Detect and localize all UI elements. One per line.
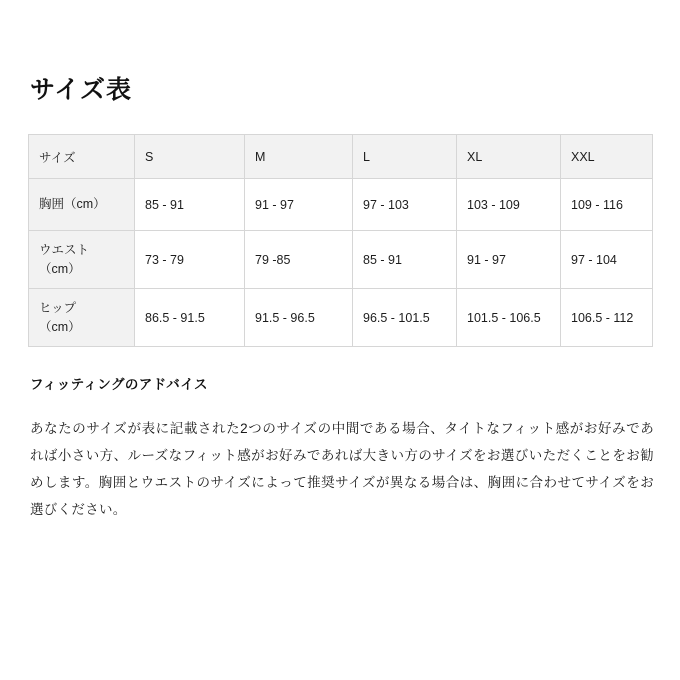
cell-hip-xxl: 106.5 - 112 [561, 289, 653, 347]
row-header-chest [29, 179, 135, 231]
fitting-advice-title: フィッティングのアドバイス [30, 377, 208, 392]
table-row [29, 231, 653, 289]
column-header-m: M [245, 135, 353, 179]
row-header-chest-line1: 胸囲（cm） [39, 197, 106, 212]
column-header-xl: XL [457, 135, 561, 179]
cell-waist-s: 73 - 79 [135, 231, 245, 289]
table-header [29, 135, 653, 179]
cell-hip-l: 96.5 - 101.5 [353, 289, 457, 347]
cell-chest-m: 91 - 97 [245, 179, 353, 231]
table-row [29, 289, 653, 347]
column-header-s: S [135, 135, 245, 179]
cell-hip-s: 86.5 - 91.5 [135, 289, 245, 347]
table-header-row [29, 135, 653, 179]
row-header-hip [29, 289, 135, 347]
table-row [29, 179, 653, 231]
row-header-waist-line1: ウエスト [39, 243, 90, 258]
table-body [29, 179, 653, 347]
cell-waist-l: 85 - 91 [353, 231, 457, 289]
cell-waist-xxl: 97 - 104 [561, 231, 653, 289]
row-header-hip-line2: （cm） [39, 319, 81, 334]
page-title: サイズ表 [30, 76, 133, 104]
column-header-l: L [353, 135, 457, 179]
column-header-xxl: XXL [561, 135, 653, 179]
column-header-size: サイズ [29, 135, 135, 179]
row-header-waist [29, 231, 135, 289]
cell-chest-l: 97 - 103 [353, 179, 457, 231]
cell-hip-m: 91.5 - 96.5 [245, 289, 353, 347]
cell-waist-xl: 91 - 97 [457, 231, 561, 289]
fitting-advice-body: あなたのサイズが表に記載された2つのサイズの中間である場合、タイトなフィット感がお好みであれば小さい方、ルーズなフィット感がお好みであれば大きい方のサイズをお選びいただくことをお勧めします。胸囲とウエストのサイズによって推奨サイズが異なる場合は、胸囲に合わせてサイズをお選びください。 [30, 421, 654, 517]
row-header-waist-line2: （cm） [39, 261, 81, 276]
cell-chest-xxl: 109 - 116 [561, 179, 653, 231]
row-header-hip-line1: ヒップ [39, 301, 77, 316]
cell-hip-xl: 101.5 - 106.5 [457, 289, 561, 347]
cell-waist-m: 79 -85 [245, 231, 353, 289]
cell-chest-xl: 103 - 109 [457, 179, 561, 231]
size-table [28, 134, 653, 347]
cell-chest-s: 85 - 91 [135, 179, 245, 231]
